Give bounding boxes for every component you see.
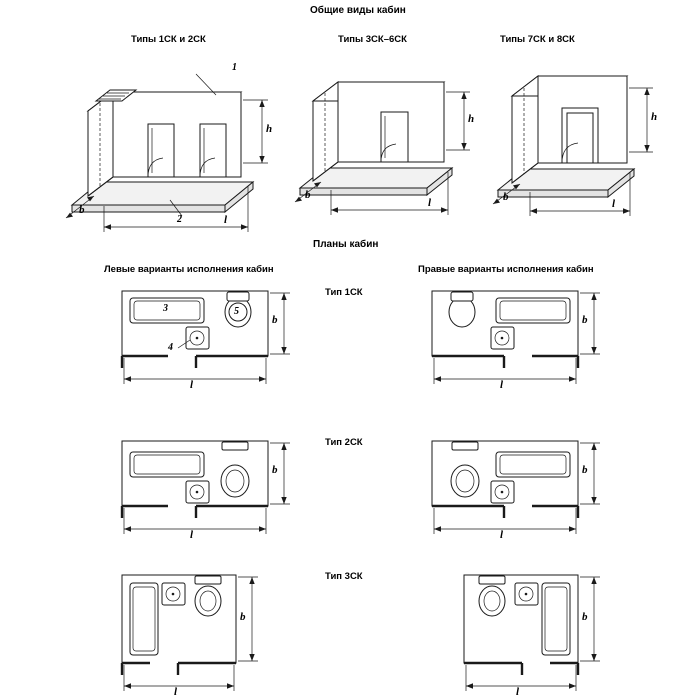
dim-letter-b-view1: b: [79, 204, 85, 216]
plan-row-label-1sk: Тип 1СК: [325, 287, 363, 298]
dim-letter-l-1sk-left: l: [190, 379, 194, 391]
dim-letter-l-view2: l: [428, 197, 432, 209]
dim-letter-h-view3: h: [651, 111, 658, 123]
dim-letter-h-view2: h: [468, 113, 475, 125]
dim-letter-b-3sk-right: b: [582, 611, 588, 623]
dim-letter-b-3sk-left: b: [240, 611, 246, 623]
dim-letter-l-view3: l: [612, 198, 616, 210]
plan-row-label-3sk: Тип 3СК: [325, 571, 363, 582]
dim-letter-l-1sk-right: l: [500, 379, 504, 391]
plan-row-label-2sk: Тип 2СК: [325, 437, 363, 448]
plan-header-right: Правые варианты исполнения кабин: [418, 264, 594, 275]
dim-letter-l-3sk-right: l: [516, 686, 520, 698]
dim-letter-b-2sk-right: b: [582, 464, 588, 476]
dim-letter-b-1sk-left: b: [272, 314, 278, 326]
callout-4: 4: [168, 342, 173, 353]
dim-letter-b-view2: b: [305, 189, 311, 201]
callout-3: 3: [163, 303, 168, 314]
view-label-3: Типы 7СК и 8СК: [500, 34, 575, 45]
view-label-2: Типы 3СК–6СК: [338, 34, 407, 45]
view-label-1: Типы 1СК и 2СК: [131, 34, 206, 45]
title-general-views: Общие виды кабин: [310, 5, 406, 16]
dim-letter-l-view1: l: [224, 214, 228, 226]
dim-letter-l-3sk-left: l: [174, 686, 178, 698]
dim-letter-b-view3: b: [503, 191, 509, 203]
dim-letter-l-2sk-right: l: [500, 529, 504, 541]
plan-header-left: Левые варианты исполнения кабин: [104, 264, 274, 275]
dim-letter-b-1sk-right: b: [582, 314, 588, 326]
callout-1: 1: [232, 62, 237, 73]
dim-letter-b-2sk-left: b: [272, 464, 278, 476]
title-plans: Планы кабин: [313, 239, 379, 250]
dim-letter-l-2sk-left: l: [190, 529, 194, 541]
dim-letter-h-view1: h: [266, 123, 273, 135]
callout-5: 5: [234, 306, 239, 317]
callout-2: 2: [177, 214, 182, 225]
